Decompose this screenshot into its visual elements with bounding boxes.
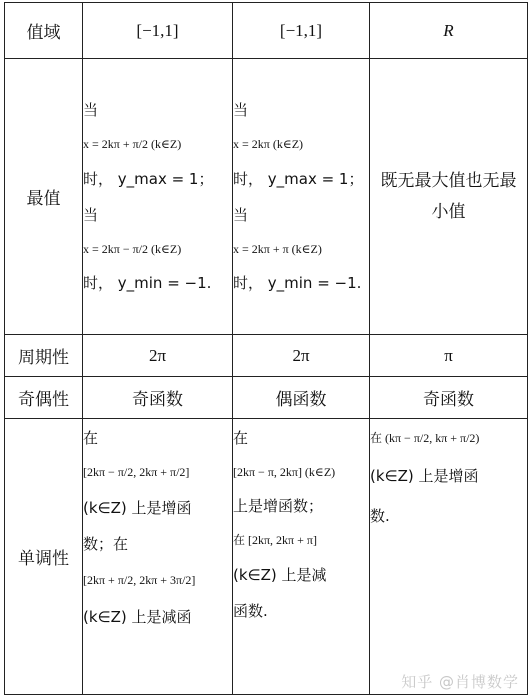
text-line: 函数. xyxy=(233,601,268,620)
text-line: (k∈Z) 上是减 xyxy=(233,565,327,584)
formula-line: [2kπ − π, 2kπ] (k∈Z) xyxy=(233,465,336,479)
row-label-parity: 奇偶性 xyxy=(5,377,83,419)
tan-period: π xyxy=(370,335,528,377)
cos-parity: 偶函数 xyxy=(233,377,370,419)
formula-line: [2kπ + π/2, 2kπ + 3π/2] xyxy=(83,573,196,588)
table-row xyxy=(5,377,528,419)
cos-range: [−1,1] xyxy=(233,3,370,59)
text-line: 上是增函数； xyxy=(233,497,324,516)
table-row xyxy=(5,3,528,59)
text-line: 当 xyxy=(83,101,99,120)
sin-parity: 奇函数 xyxy=(83,377,233,419)
text-line: 当 xyxy=(233,205,249,224)
trig-properties-table xyxy=(4,2,528,695)
text-line: 数. xyxy=(370,507,390,526)
formula-line: 在 (kπ − π/2, kπ + π/2) xyxy=(370,431,480,445)
cos-period: 2π xyxy=(233,335,370,377)
text-line: (k∈Z) 上是增函 xyxy=(370,467,479,486)
text-line: 数；在 xyxy=(83,535,129,554)
tan-parity: 奇函数 xyxy=(370,377,528,419)
table-row xyxy=(5,419,528,695)
text-line: 当 xyxy=(83,205,99,224)
formula-line: x = 2kπ (k∈Z) xyxy=(233,137,304,152)
watermark: 知乎 @肖博数学 xyxy=(401,673,519,691)
text-line: 时， y_max = 1； xyxy=(83,169,214,188)
table-row xyxy=(5,335,528,377)
formula-line: 在 [2kπ, 2kπ + π] xyxy=(233,533,317,548)
formula-line: x = 2kπ + π (k∈Z) xyxy=(233,241,322,256)
tan-extrema: 既无最大值也无最小值 xyxy=(370,59,528,335)
text-line: (k∈Z) 上是增函 xyxy=(83,499,192,518)
sin-extrema xyxy=(83,59,233,335)
formula-line: [2kπ − π/2, 2kπ + π/2] xyxy=(83,465,190,479)
text-line: 在 xyxy=(233,429,249,447)
formula-line: x = 2kπ − π/2 (k∈Z) xyxy=(83,241,182,256)
text-line: (k∈Z) 上是减函 xyxy=(83,607,192,626)
formula-line: x = 2kπ + π/2 (k∈Z) xyxy=(83,137,182,152)
tan-monotonic xyxy=(370,419,528,695)
row-label-range: 值域 xyxy=(5,3,83,59)
text-line: 时， y_min = −1. xyxy=(83,273,212,292)
sin-monotonic xyxy=(83,419,233,695)
table-row xyxy=(5,59,528,335)
cos-extrema xyxy=(233,59,370,335)
text-line: 当 xyxy=(233,101,249,120)
sin-range: [−1,1] xyxy=(83,3,233,59)
text-line: 时， y_min = −1. xyxy=(233,273,362,292)
row-label-extrema: 最值 xyxy=(5,59,83,335)
tan-range: R xyxy=(370,3,528,59)
text-line: 在 xyxy=(83,429,99,447)
text-line: 时， y_max = 1； xyxy=(233,169,364,188)
cos-monotonic xyxy=(233,419,370,695)
sin-period: 2π xyxy=(83,335,233,377)
row-label-monotonic: 单调性 xyxy=(5,419,83,695)
row-label-period: 周期性 xyxy=(5,335,83,377)
